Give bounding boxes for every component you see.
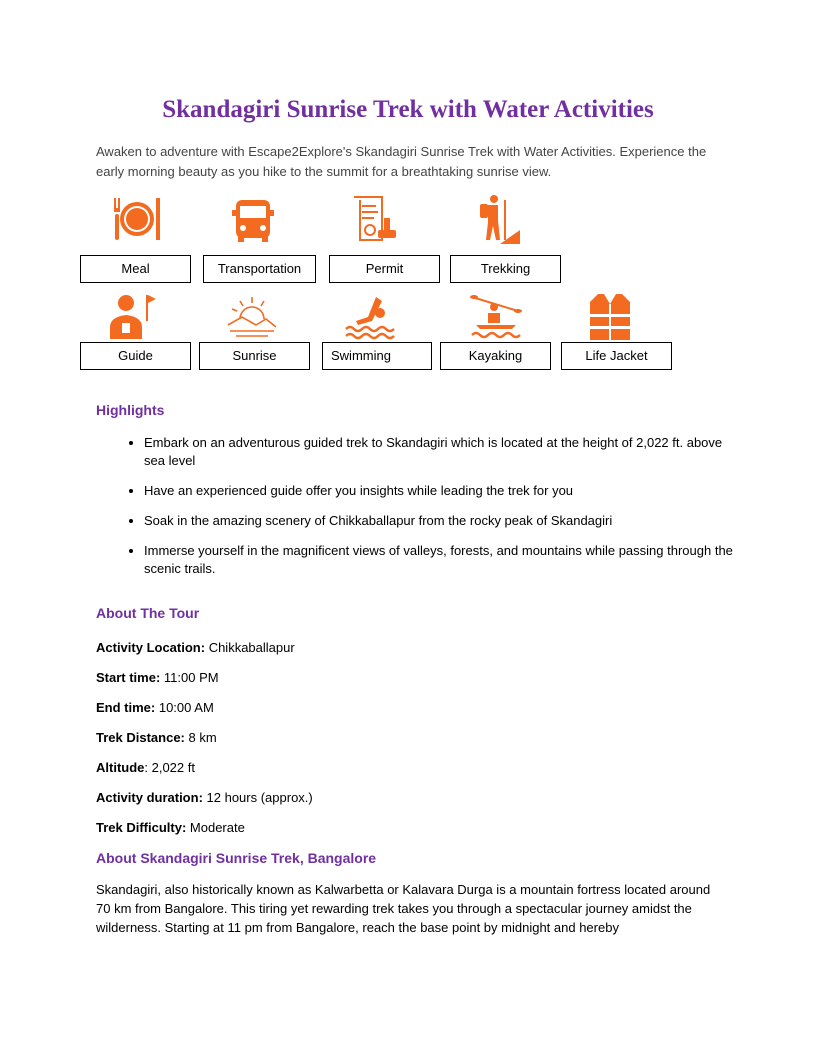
detail-value: 12 hours (approx.) xyxy=(202,790,313,805)
about-tour-heading: About The Tour xyxy=(96,605,200,621)
detail-location xyxy=(96,640,295,655)
detail-label: Trek Distance: xyxy=(96,730,185,745)
page-title: Skandagiri Sunrise Trek with Water Activities xyxy=(162,96,654,123)
detail-value: 11:00 PM xyxy=(160,670,219,685)
list-item: • Embark on an adventurous guided trek to Skandagiri which is located at the height of 2,022 ft. above sea level xyxy=(144,434,744,470)
about-trek-paragraph: Skandagiri, also historically known as Kalwarbetta or Kalavara Durga is a mountain fortress located around 70 km from Bangalore. This tiring yet rewarding trek takes you through a spectacular journey amidst the wilderness. Starting at 11 pm from Bangalore, reach the base point by midnight and hereby xyxy=(96,882,711,935)
permit-icon xyxy=(348,194,400,244)
kayak-icon xyxy=(470,293,522,343)
detail-label: Activity duration: xyxy=(96,790,203,805)
detail-end-time xyxy=(96,700,214,715)
detail-value: 10:00 AM xyxy=(155,700,214,715)
highlights-list xyxy=(96,434,744,590)
inclusion-permit: Permit xyxy=(329,255,440,283)
about-trek-heading: About Skandagiri Sunrise Trek, Bangalore xyxy=(96,850,377,866)
hiker-icon xyxy=(470,194,522,244)
detail-label: Trek Difficulty: xyxy=(96,820,187,835)
detail-label: Activity Location: xyxy=(96,640,206,655)
inclusion-swimming: Swimming xyxy=(322,342,432,370)
detail-altitude xyxy=(96,760,195,775)
swimmer-icon xyxy=(344,295,396,345)
detail-label: Start time: xyxy=(96,670,161,685)
detail-value: Chikkaballapur xyxy=(205,640,295,655)
inclusion-trekking: Trekking xyxy=(450,255,561,283)
detail-distance xyxy=(96,730,217,745)
life-jacket-icon xyxy=(584,292,636,342)
detail-value: Moderate xyxy=(186,820,245,835)
detail-label: Altitude xyxy=(96,760,145,775)
guide-icon xyxy=(108,291,160,341)
inclusion-transportation: Transportation xyxy=(203,255,316,283)
van-icon xyxy=(228,196,280,246)
list-item: • Soak in the amazing scenery of Chikkaballapur from the rocky peak of Skandagiri xyxy=(144,512,744,530)
detail-value: : 2,022 ft xyxy=(144,760,195,775)
intro-paragraph: Awaken to adventure with Escape2Explore's Skandagiri Sunrise Trek with Water Activities. Experience the early morning beauty as you hike to the summit for a breathtaking sunrise view. xyxy=(96,144,707,179)
inclusion-kayaking: Kayaking xyxy=(440,342,551,370)
highlights-heading: Highlights xyxy=(96,402,165,418)
list-item: • Immerse yourself in the magnificent views of valleys, forests, and mountains while passing through the scenic trails. xyxy=(144,542,744,578)
detail-difficulty xyxy=(96,820,245,835)
detail-value: 8 km xyxy=(184,730,217,745)
detail-duration xyxy=(96,790,313,805)
detail-start-time xyxy=(96,670,219,685)
detail-label: End time: xyxy=(96,700,156,715)
sunrise-icon xyxy=(226,295,278,345)
inclusion-guide: Guide xyxy=(80,342,191,370)
meal-icon xyxy=(110,196,162,246)
inclusion-sunrise: Sunrise xyxy=(199,342,310,370)
inclusion-life-jacket: Life Jacket xyxy=(561,342,672,370)
inclusion-meal: Meal xyxy=(80,255,191,283)
list-item: • Have an experienced guide offer you insights while leading the trek for you xyxy=(144,482,744,500)
